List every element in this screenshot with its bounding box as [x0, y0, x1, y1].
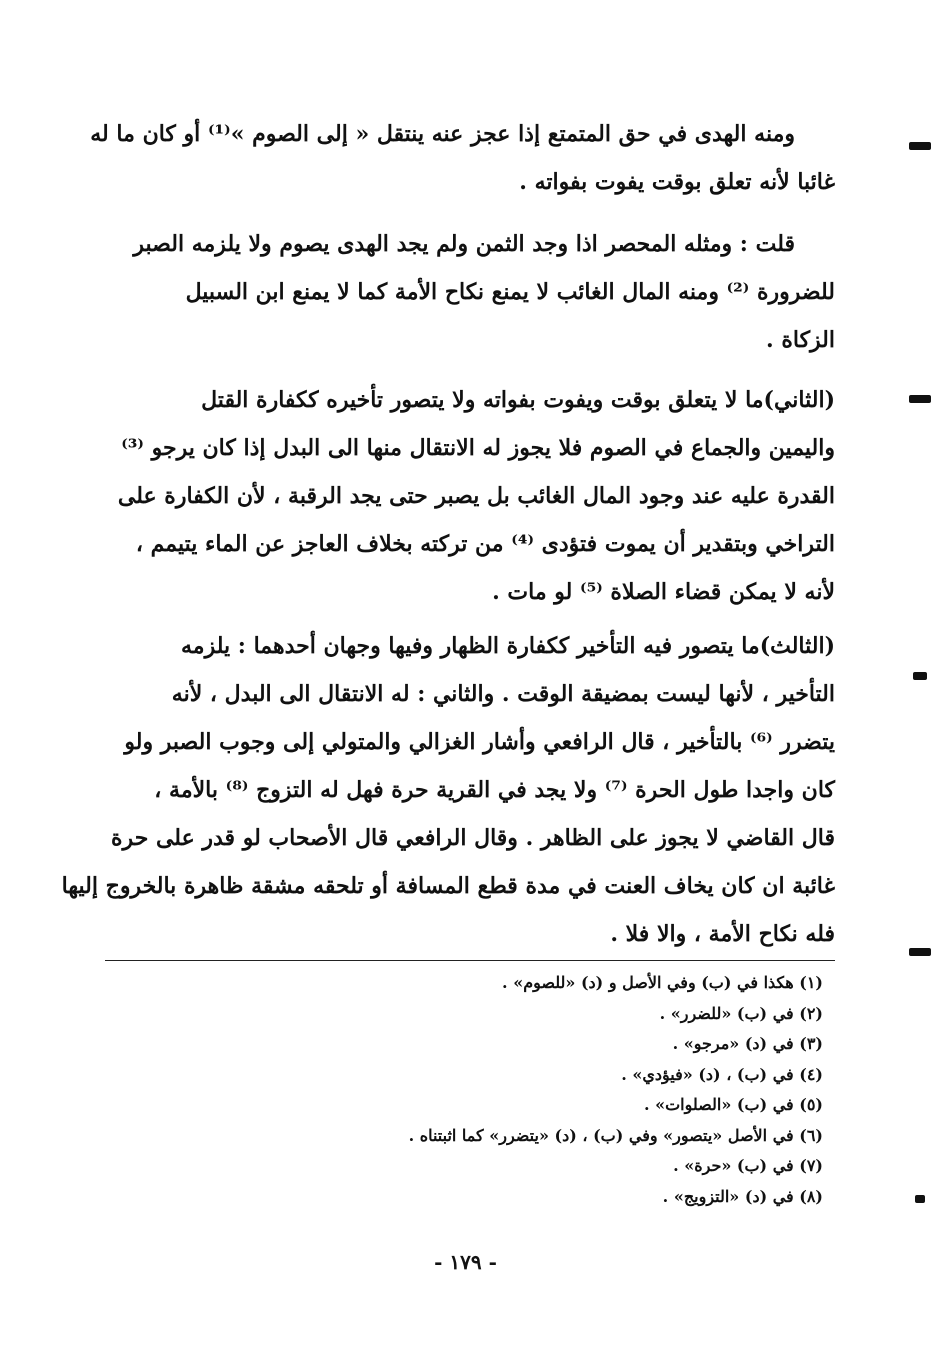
text-line: غائبا لأنه تعلق بوقت يفوت بفواته .: [519, 169, 835, 195]
footnote: (١) هكذا في (ب) وفي الأصل و (د) «للصوم» .: [502, 973, 823, 992]
margin-mark: [909, 142, 931, 150]
footnote: (٣) في (د) «مرجو» .: [672, 1034, 823, 1053]
paragraph-2: [96, 220, 835, 364]
footnote: (٨) في (د) «التزويج» .: [662, 1186, 823, 1206]
footnote-separator: [105, 960, 835, 961]
text-line: (الثالث)ما يتصور فيه التأخير ككفارة الظهار وفيها وجهان أحدهما : يلزمه: [181, 633, 835, 659]
text-line: للضرورة ⁽²⁾ ومنه المال الغائب لا يمنع نكاح الأمة كما لا يمنع ابن السبيل: [185, 279, 835, 305]
text-line: (الثاني)ما لا يتعلق بوقت ويفوت بفواته ولا يتصور تأخيره ككفارة القتل: [201, 387, 835, 413]
paragraph-3: [96, 376, 835, 616]
margin-mark: [915, 1195, 925, 1203]
text-line: ومنه الهدى في حق المتمتع إذا عجز عنه ينتقل « إلى الصوم »⁽¹⁾ أو كان ما له: [90, 121, 795, 147]
text-line: يتضرر ⁽⁶⁾ بالتأخير ، قال الرافعي وأشار الغزالي والمتولي إلى وجوب الصبر ولو: [124, 729, 835, 755]
footnotes: [96, 968, 823, 1212]
footnote: (٧) في (ب) «حرة» .: [673, 1156, 823, 1175]
footnote: (٢) في (ب) «للضرر» .: [659, 1003, 823, 1023]
text-line: واليمين والجماع في الصوم فلا يجوز له الانتقال منها الى البدل إذا كان يرجو ⁽³⁾: [121, 435, 835, 461]
text-line: التراخي وبتقدير أن يموت فتؤدى ⁽⁴⁾ من تركته بخلاف العاجز عن الماء يتيمم ،: [135, 531, 835, 557]
text-line: لأنه لا يمكن قضاء الصلاة ⁽⁵⁾ لو مات .: [492, 579, 835, 605]
text-line: القدرة عليه عند وجود المال الغائب بل يصبر حتى يجد الرقبة ، لأن الكفارة على: [117, 483, 835, 509]
text-line: الزكاة .: [766, 327, 835, 353]
page-number: - ١٧٩ -: [434, 1250, 497, 1274]
footnote: (٤) في (ب) ، (د) «فيؤدي» .: [621, 1064, 823, 1084]
text-line: فله نكاح الأمة ، والا فلا .: [610, 921, 835, 947]
paragraph-1: [90, 110, 835, 206]
text-line: التأخير ، لأنها ليست بمضيقة الوقت . والثاني : له الانتقال الى البدل ، لأنه: [171, 681, 835, 707]
margin-mark: [909, 395, 931, 403]
text-line: كان واجدا طول الحرة ⁽⁷⁾ ولا يجد في القرية حرة فهل له التزوج ⁽⁸⁾ بالأمة ،: [154, 777, 835, 803]
margin-mark: [913, 672, 927, 680]
text-line: غائبة ان كان يخاف العنت في مدة قطع المسافة أو تلحقه مشقة ظاهرة بالخروج إليها: [61, 873, 835, 899]
footnote: (٥) في (ب) «الصلوات» .: [643, 1095, 823, 1114]
margin-mark: [909, 948, 931, 956]
footnote: (٦) في الأصل «يتصور» وفي (ب) ، (د) «يتضرر» كما اثبتناه .: [408, 1125, 823, 1145]
text-line: قال القاضي لا يجوز على الظاهر . وقال الرافعي قال الأصحاب لو قدر على حرة: [111, 825, 835, 851]
text-line: قلت : ومثله المحصر اذا وجد الثمن ولم يجد الهدى يصوم ولا يلزمه الصبر: [133, 231, 795, 257]
paragraph-4: [61, 622, 835, 958]
